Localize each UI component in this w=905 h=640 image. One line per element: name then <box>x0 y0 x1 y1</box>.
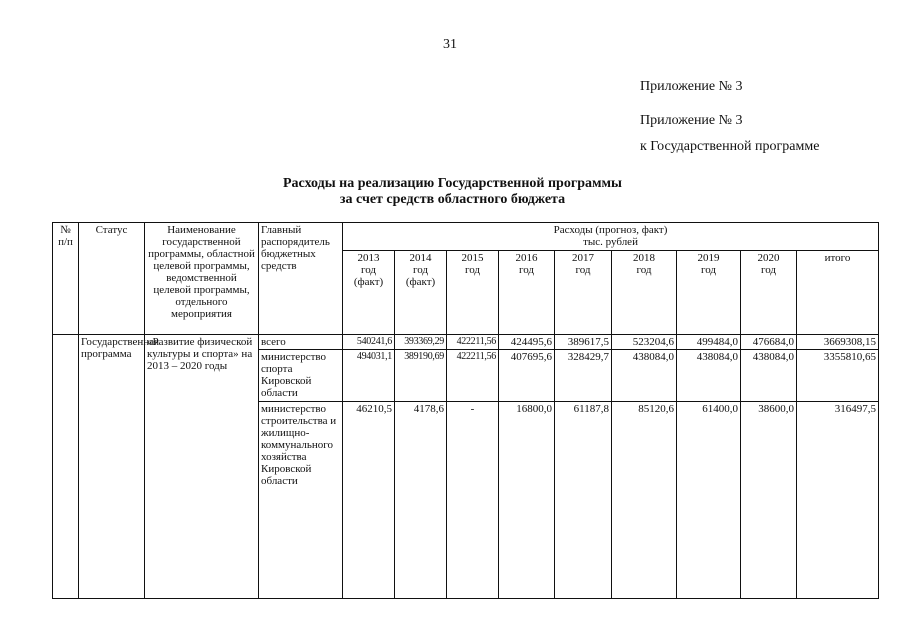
header-year-2013: 2013 год (факт) <box>343 251 395 335</box>
total-cell: 3355810,65 <box>797 350 879 402</box>
value-cell: 61187,8 <box>555 402 612 599</box>
header-manager: Главный распорядитель бюджетных средств <box>259 223 343 335</box>
table-row <box>53 335 879 350</box>
value-cell: 389617,5 <box>555 335 612 350</box>
header-name: Наименование государственной программы, областной целевой программы, ведомственной целевой программы, отдельного мероприятия <box>145 223 259 335</box>
header-year-2015: 2015 год <box>447 251 499 335</box>
header-expenses-units: тыс. рублей <box>583 236 638 248</box>
value-cell: 389190,69 <box>395 350 447 402</box>
appendix-program-reference: к Государственной программе <box>640 139 820 154</box>
value-cell: 85120,6 <box>612 402 677 599</box>
value-cell: 61400,0 <box>677 402 741 599</box>
table-header-row <box>53 223 879 251</box>
row-manager: министерство спорта Кировской области <box>259 350 343 402</box>
value-cell: 424495,6 <box>499 335 555 350</box>
header-num: № п/п <box>53 223 79 335</box>
value-cell: 393369,29 <box>395 335 447 350</box>
document-title-line-1: Расходы на реализацию Государственной программы <box>283 176 622 191</box>
header-expenses <box>343 223 879 251</box>
value-cell: 407695,6 <box>499 350 555 402</box>
header-year-2016: 2016 год <box>499 251 555 335</box>
value-cell: 438084,0 <box>612 350 677 402</box>
value-cell: 422211,56 <box>447 335 499 350</box>
appendix-label-repeat: Приложение № 3 <box>640 113 743 128</box>
header-year-2017: 2017 год <box>555 251 612 335</box>
value-cell: 16800,0 <box>499 402 555 599</box>
value-cell: 476684,0 <box>741 335 797 350</box>
value-cell: 494031,1 <box>343 350 395 402</box>
header-expenses-title: Расходы (прогноз, факт) <box>553 224 668 236</box>
document-title-line-2: за счет средств областного бюджета <box>339 192 566 207</box>
total-cell: 316497,5 <box>797 402 879 599</box>
value-cell: 523204,6 <box>612 335 677 350</box>
program-name: «Развитие физической культуры и спорта» на 2013 – 2020 годы <box>145 335 259 599</box>
header-year-2019: 2019 год <box>677 251 741 335</box>
value-cell: 422211,56 <box>447 350 499 402</box>
row-manager: министерство строительства и жилищно-коммунального хозяйства Кировской области <box>259 402 343 599</box>
value-cell: 38600,0 <box>741 402 797 599</box>
row-manager: всего <box>259 335 343 350</box>
total-cell: 3669308,15 <box>797 335 879 350</box>
header-year-2018: 2018 год <box>612 251 677 335</box>
header-status: Статус <box>79 223 145 335</box>
program-status: Государственная программа <box>79 335 145 599</box>
page-number: 31 <box>443 37 457 52</box>
value-cell: 499484,0 <box>677 335 741 350</box>
value-cell: 46210,5 <box>343 402 395 599</box>
header-year-2020: 2020 год <box>741 251 797 335</box>
value-cell: 540241,6 <box>343 335 395 350</box>
value-cell: 438084,0 <box>741 350 797 402</box>
value-cell: 4178,6 <box>395 402 447 599</box>
header-total: итого <box>797 251 879 335</box>
value-cell: 438084,0 <box>677 350 741 402</box>
value-cell: 328429,7 <box>555 350 612 402</box>
value-cell: - <box>447 402 499 599</box>
program-num <box>53 335 79 599</box>
appendix-label: Приложение № 3 <box>640 79 743 94</box>
expenses-table <box>52 222 879 599</box>
header-year-2014: 2014 год (факт) <box>395 251 447 335</box>
